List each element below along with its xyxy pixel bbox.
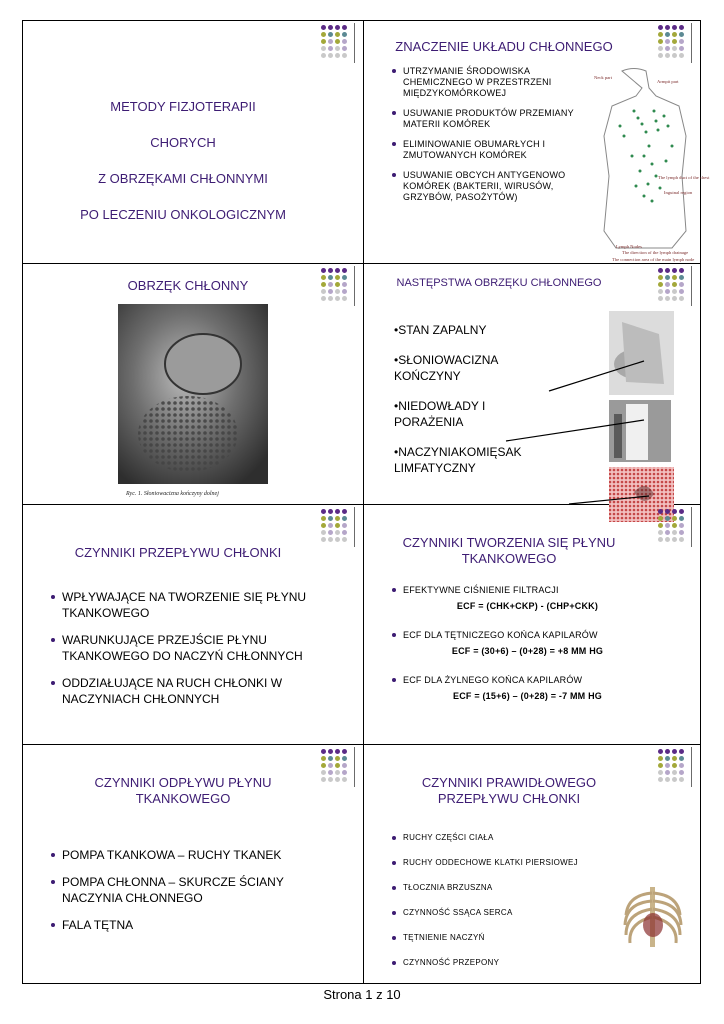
decoration-dot xyxy=(679,756,684,761)
decoration-dot xyxy=(335,39,340,44)
decoration-dot xyxy=(672,763,677,768)
slide-5-list xyxy=(51,589,311,718)
formula: ECF = (15+6) – (0+28) = -7 MM HG xyxy=(453,691,602,701)
decoration-dot xyxy=(321,296,326,301)
decoration-dot xyxy=(321,509,326,514)
decoration-dot xyxy=(328,25,333,30)
decoration-dot xyxy=(321,46,326,51)
decoration-dot xyxy=(321,749,326,754)
decoration-dot xyxy=(321,39,326,44)
formula: ECF = (30+6) – (0+28) = +8 MM HG xyxy=(451,646,604,656)
decoration-dot xyxy=(321,537,326,542)
list-item xyxy=(392,585,652,612)
decoration-dot xyxy=(658,756,663,761)
list-item: ODDZIAŁUJĄCE NA RUCH CHŁONKI W NACZYNIACH CHŁONNYCH xyxy=(51,675,311,707)
decoration-bar xyxy=(691,23,692,63)
list-item: TĘTNIENIE NACZYŃ xyxy=(392,933,622,943)
decoration-bar xyxy=(691,507,692,547)
decoration-dot xyxy=(665,46,670,51)
decoration-dot xyxy=(342,25,347,30)
decoration-dot xyxy=(665,32,670,37)
decoration-dot xyxy=(335,25,340,30)
decoration-dot xyxy=(321,777,326,782)
decoration-dot xyxy=(335,749,340,754)
decoration-dot xyxy=(672,523,677,528)
decoration-dot xyxy=(665,39,670,44)
decoration-dot xyxy=(679,53,684,58)
decoration-dot xyxy=(328,509,333,514)
decoration-dot xyxy=(665,53,670,58)
decoration-dot xyxy=(328,530,333,535)
decoration-dot xyxy=(665,537,670,542)
decoration-dot xyxy=(342,275,347,280)
slide-decoration xyxy=(321,25,351,87)
decoration-dot xyxy=(335,296,340,301)
list-item: POMPA CHŁONNA – SKURCZE ŚCIANY NACZYNIA CHŁONNEGO xyxy=(51,874,301,906)
decoration-dot xyxy=(658,537,663,542)
decoration-dot xyxy=(328,39,333,44)
decoration-dot xyxy=(342,770,347,775)
slide-4-title: NASTĘPSTWA OBRZĘKU CHŁONNEGO xyxy=(396,277,602,289)
slide-2-title: ZNACZENIE UKŁADU CHŁONNEGO xyxy=(395,39,613,54)
decoration-dot xyxy=(328,523,333,528)
decoration-bar xyxy=(691,747,692,787)
decoration-dot xyxy=(328,275,333,280)
list-item: •NIEDOWŁADY I PORAŻENIA xyxy=(394,399,486,429)
decoration-dot xyxy=(321,53,326,58)
decoration-dot xyxy=(679,523,684,528)
decoration-dot xyxy=(342,268,347,273)
decoration-dot xyxy=(335,756,340,761)
decoration-dot xyxy=(321,516,326,521)
decoration-dot xyxy=(665,509,670,514)
decoration-dot xyxy=(321,268,326,273)
decoration-dot xyxy=(335,537,340,542)
decoration-dot xyxy=(665,763,670,768)
decoration-dot xyxy=(335,763,340,768)
slide-8-list xyxy=(392,833,622,983)
slide-8 xyxy=(364,745,702,985)
title-line: CHORYCH xyxy=(150,135,216,150)
decoration-dot xyxy=(679,39,684,44)
decoration-dot xyxy=(328,770,333,775)
slide-decoration xyxy=(321,749,351,811)
list-item: POMPA TKANKOWA – RUCHY TKANEK xyxy=(51,847,301,863)
list-item-text: ECF DLA TĘTNICZEGO KOŃCA KAPILARÓW xyxy=(403,630,598,640)
title-line: Z OBRZĘKAMI CHŁONNYMI xyxy=(98,171,268,186)
list-item: •NACZYNIAKOMIĘSAK LIMFATYCZNY xyxy=(394,445,522,475)
decoration-dot xyxy=(658,777,663,782)
decoration-dot xyxy=(658,523,663,528)
decoration-dot xyxy=(679,763,684,768)
list-item: CZYNNOŚĆ PRZEPONY xyxy=(392,958,622,968)
photo-caption: Ryc. 1. Słoniowacizna kończyny dolnej xyxy=(126,491,219,497)
decoration-dot xyxy=(335,275,340,280)
decoration-dot xyxy=(321,530,326,535)
decoration-dot xyxy=(328,289,333,294)
lymphedema-photo xyxy=(118,304,268,499)
slide-2 xyxy=(364,21,710,263)
list-item xyxy=(392,630,652,657)
decoration-dot xyxy=(321,282,326,287)
decoration-bar xyxy=(354,747,355,787)
lymphatic-system-diagram xyxy=(594,66,710,262)
handout-grid xyxy=(22,20,710,984)
list-item: •STAN ZAPALNY xyxy=(394,323,487,337)
decoration-dot xyxy=(321,523,326,528)
list-item: WPŁYWAJĄCE NA TWORZENIE SIĘ PŁYNU TKANKOWEGO xyxy=(51,589,311,621)
decoration-dot xyxy=(321,32,326,37)
slide-5 xyxy=(23,505,363,744)
decoration-dot xyxy=(335,268,340,273)
title-line: METODY FIZJOTERAPII xyxy=(110,99,256,114)
decoration-dot xyxy=(672,509,677,514)
decoration-dot xyxy=(328,53,333,58)
slide-2-list xyxy=(392,66,592,212)
diagram-label: The direction of the lymph drainage xyxy=(622,250,689,255)
slide-1 xyxy=(23,21,363,263)
decoration-dot xyxy=(342,763,347,768)
diagram-label: The lymph duct of the chest xyxy=(658,175,710,180)
slide-5-title: CZYNNIKI PRZEPŁYWU CHŁONKI xyxy=(74,545,282,560)
decoration-dot xyxy=(658,749,663,754)
slide-decoration xyxy=(321,509,351,571)
decoration-dot xyxy=(679,777,684,782)
decoration-dot xyxy=(665,756,670,761)
decoration-dot xyxy=(342,777,347,782)
decoration-dot xyxy=(321,763,326,768)
decoration-dot xyxy=(321,25,326,30)
decoration-dot xyxy=(328,749,333,754)
decoration-dot xyxy=(672,537,677,542)
decoration-dot xyxy=(342,296,347,301)
decoration-dot xyxy=(328,756,333,761)
slide-7 xyxy=(23,745,363,985)
decoration-dot xyxy=(665,749,670,754)
list-item: USUWANIE PRODUKTÓW PRZEMIANY MATERII KOMÓREK xyxy=(392,108,592,130)
decoration-dot xyxy=(335,509,340,514)
list-item: WARUNKUJĄCE PRZEJŚCIE PŁYNU TKANKOWEGO DO NACZYŃ CHŁONNYCH xyxy=(51,632,311,664)
list-item: •SŁONIOWACIZNA KOŃCZYNY xyxy=(394,353,498,383)
decoration-dot xyxy=(672,777,677,782)
decoration-dot xyxy=(658,530,663,535)
list-item: FALA TĘTNA xyxy=(51,917,301,933)
decoration-dot xyxy=(679,516,684,521)
slide-6-title: CZYNNIKI TWORZENIA SIĘ PŁYNU TKANKOWEGO xyxy=(402,535,616,566)
decoration-dot xyxy=(321,770,326,775)
slide-1-title xyxy=(33,89,333,233)
decoration-dot xyxy=(328,777,333,782)
list-item-text: EFEKTYWNE CIŚNIENIE FILTRACJI xyxy=(403,585,559,595)
decoration-dot xyxy=(342,289,347,294)
decoration-dot xyxy=(665,523,670,528)
decoration-dot xyxy=(342,53,347,58)
decoration-dot xyxy=(658,39,663,44)
decoration-dot xyxy=(679,530,684,535)
decoration-dot xyxy=(335,32,340,37)
decoration-dot xyxy=(342,537,347,542)
decoration-dot xyxy=(672,46,677,51)
decoration-dot xyxy=(335,46,340,51)
decoration-dot xyxy=(665,777,670,782)
slide-decoration xyxy=(658,749,688,811)
decoration-bar xyxy=(354,23,355,63)
decoration-dot xyxy=(342,523,347,528)
decoration-dot xyxy=(658,763,663,768)
decoration-dot xyxy=(342,282,347,287)
decoration-dot xyxy=(335,777,340,782)
decoration-dot xyxy=(321,275,326,280)
decoration-dot xyxy=(328,537,333,542)
decoration-dot xyxy=(665,25,670,30)
decoration-dot xyxy=(335,53,340,58)
title-line: PO LECZENIU ONKOLOGICZNYM xyxy=(80,207,286,222)
decoration-dot xyxy=(342,749,347,754)
slide-7-title: CZYNNIKI ODPŁYWU PŁYNU TKANKOWEGO xyxy=(94,775,272,806)
decoration-dot xyxy=(328,46,333,51)
slide-4 xyxy=(364,264,702,504)
decoration-dot xyxy=(672,749,677,754)
decoration-dot xyxy=(328,763,333,768)
decoration-dot xyxy=(321,289,326,294)
decoration-dot xyxy=(658,770,663,775)
decoration-dot xyxy=(672,770,677,775)
decoration-dot xyxy=(672,530,677,535)
decoration-dot xyxy=(342,32,347,37)
decoration-dot xyxy=(679,509,684,514)
decoration-dot xyxy=(328,268,333,273)
list-item: ELIMINOWANIE OBUMARŁYCH I ZMUTOWANYCH KOMÓREK xyxy=(392,139,592,161)
decoration-dot xyxy=(665,770,670,775)
decoration-dot xyxy=(335,282,340,287)
list-item xyxy=(392,675,652,702)
formula: ECF = (CHK+CKP) - (CHP+CKK) xyxy=(456,601,599,611)
decoration-dot xyxy=(679,32,684,37)
decoration-dot xyxy=(328,282,333,287)
diagram-label: Armpit part xyxy=(657,79,679,84)
decoration-dot xyxy=(679,749,684,754)
slide-decoration xyxy=(658,509,688,571)
decoration-dot xyxy=(342,756,347,761)
slide-7-list xyxy=(51,847,301,944)
decoration-dot xyxy=(672,32,677,37)
decoration-dot xyxy=(665,530,670,535)
decoration-dot xyxy=(335,516,340,521)
decoration-dot xyxy=(672,25,677,30)
decoration-dot xyxy=(658,46,663,51)
decoration-dot xyxy=(665,516,670,521)
diagram-label: Lymph Nodes xyxy=(616,244,642,249)
diagram-label: Neck part xyxy=(594,75,612,80)
slide-6 xyxy=(364,505,702,744)
decoration-dot xyxy=(672,756,677,761)
list-item: USUWANIE OBCYCH ANTYGENOWO KOMÓREK (BAKTERII, WIRUSÓW, GRZYBÓW, PASOŻYTÓW) xyxy=(392,170,592,203)
decoration-dot xyxy=(342,509,347,514)
diagram-label: Inguinal region xyxy=(664,190,693,195)
decoration-dot xyxy=(328,296,333,301)
list-item-text: ECF DLA ŻYLNEGO KOŃCA KAPILARÓW xyxy=(403,675,583,685)
slide-3-title: OBRZĘK CHŁONNY xyxy=(127,278,249,293)
slide-6-list xyxy=(392,585,652,711)
list-item: TŁOCZNIA BRZUSZNA xyxy=(392,883,622,893)
decoration-dot xyxy=(335,770,340,775)
list-item: RUCHY CZĘŚCI CIAŁA xyxy=(392,833,622,843)
ribcage-image xyxy=(620,885,686,949)
decoration-dot xyxy=(658,25,663,30)
list-item: CZYNNOŚĆ SSĄCA SERCA xyxy=(392,908,622,918)
decoration-dot xyxy=(335,523,340,528)
decoration-dot xyxy=(679,25,684,30)
list-item: RUCHY ODDECHOWE KLATKI PIERSIOWEJ xyxy=(392,858,622,868)
decoration-dot xyxy=(321,756,326,761)
decoration-dot xyxy=(342,46,347,51)
decoration-dot xyxy=(679,770,684,775)
decoration-dot xyxy=(658,516,663,521)
decoration-dot xyxy=(342,530,347,535)
diagram-label: The connection area of the main lymph node xyxy=(612,257,695,262)
decoration-dot xyxy=(672,39,677,44)
decoration-dot xyxy=(679,46,684,51)
decoration-dot xyxy=(342,516,347,521)
decoration-dot xyxy=(342,39,347,44)
consequence-photos xyxy=(364,264,702,504)
decoration-dot xyxy=(679,537,684,542)
decoration-dot xyxy=(672,53,677,58)
decoration-dot xyxy=(328,516,333,521)
slide-8-title: CZYNNIKI PRAWIDŁOWEGO PRZEPŁYWU CHŁONKI xyxy=(421,775,597,806)
decoration-dot xyxy=(328,32,333,37)
decoration-dot xyxy=(672,516,677,521)
decoration-dot xyxy=(335,289,340,294)
slide-decoration xyxy=(321,268,351,330)
decoration-dot xyxy=(658,32,663,37)
list-item: UTRZYMANIE ŚRODOWISKA CHEMICZNEGO W PRZESTRZENI MIĘDZYKOMÓRKOWEJ xyxy=(392,66,592,99)
decoration-bar xyxy=(354,266,355,306)
decoration-bar xyxy=(354,507,355,547)
slide-3 xyxy=(23,264,363,504)
decoration-dot xyxy=(658,509,663,514)
page-number: Strona 1 z 10 xyxy=(323,987,401,1002)
decoration-dot xyxy=(658,53,663,58)
decoration-dot xyxy=(335,530,340,535)
